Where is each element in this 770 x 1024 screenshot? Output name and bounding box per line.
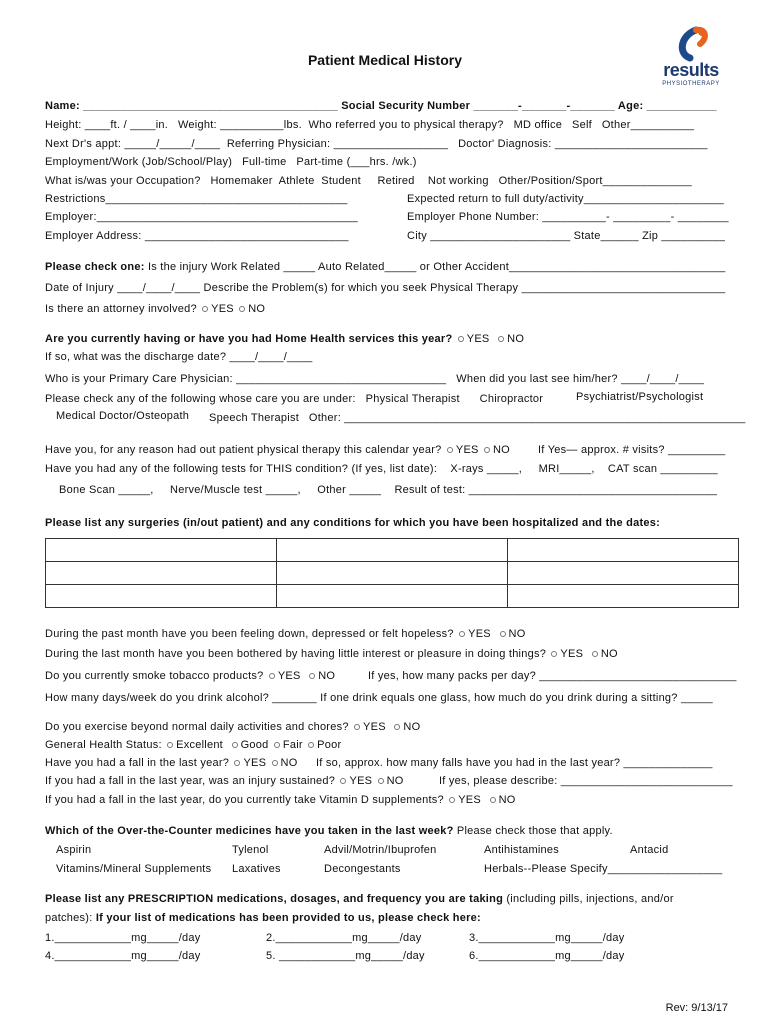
table-cell[interactable] bbox=[508, 562, 739, 585]
visits-field[interactable]: If Yes— approx. # visits? _________ bbox=[538, 444, 726, 456]
tests-line-2: Bone Scan _____, Nerve/Muscle test _____, Other _____ Result of test: _______________________________________ bbox=[59, 484, 718, 496]
fall-injury-no-radio[interactable] bbox=[378, 778, 384, 784]
attorney-no-radio[interactable] bbox=[239, 306, 245, 312]
med-field-1[interactable]: 1.____________mg_____/day bbox=[45, 932, 201, 944]
appointment-line: Next Dr's appt: _____/_____/____ Referring Physician: __________________ Doctor' Diagnosis: ________________________ bbox=[45, 138, 708, 150]
vitamin-d-yes-radio[interactable] bbox=[449, 797, 455, 803]
fall-no-radio[interactable] bbox=[272, 760, 278, 766]
health-status-line: General Health Status: Excellent Good Fair Poor bbox=[45, 739, 342, 751]
med-field-4[interactable]: 4.____________mg_____/day bbox=[45, 950, 201, 962]
employment-line: Employment/Work (Job/School/Play) Full-time Part-time (___hrs. /wk.) bbox=[45, 156, 417, 168]
results-logo bbox=[656, 24, 726, 92]
outpatient-yes-radio[interactable] bbox=[447, 447, 453, 453]
home-health-yes-radio[interactable] bbox=[458, 336, 464, 342]
alcohol-line: How many days/week do you drink alcohol? _______ If one drink equals one glass, how much do you drink during a sitting? _____ bbox=[45, 692, 713, 704]
table-cell[interactable] bbox=[277, 539, 508, 562]
home-health-no-radio[interactable] bbox=[498, 336, 504, 342]
fall-line: Have you had a fall in the last year? YES NO bbox=[45, 757, 298, 769]
occupation-line: What is/was your Occupation? Homemaker Athlete Student Retired Not working Other/Position/Sport______________ bbox=[45, 175, 692, 187]
interest-line: During the last month have you been bothered by having little interest or pleasure in doing things? YES NO bbox=[45, 648, 618, 660]
return-to-duty-field[interactable]: Expected return to full duty/activity______________________ bbox=[407, 193, 724, 205]
city-state-zip-field[interactable]: City ______________________ State______ Zip __________ bbox=[407, 230, 726, 242]
table-cell[interactable] bbox=[508, 585, 739, 608]
smoke-yes-radio[interactable] bbox=[269, 673, 275, 679]
tests-line: Have you had any of the following tests for THIS condition? (If yes, list date): X-rays _____, MRI_____, CAT scan _________ bbox=[45, 463, 718, 475]
logo-wordmark: results bbox=[663, 60, 719, 80]
height-weight-line: Height: ____ft. / ____in. Weight: __________lbs. Who referred you to physical therapy? MD office Self Other__________ bbox=[45, 119, 695, 131]
depressed-line: During the past month have you been feeling down, depressed or felt hopeless? YES NO bbox=[45, 628, 526, 640]
logo-subtitle: PHYSIOTHERAPY bbox=[662, 81, 720, 87]
care-under-line: Please check any of the following whose care you are under: Physical Therapist Chiropractor bbox=[45, 393, 544, 405]
depressed-yes-radio[interactable] bbox=[459, 631, 465, 637]
otc-aspirin[interactable]: Aspirin bbox=[56, 844, 92, 856]
otc-decongestants[interactable]: Decongestants bbox=[324, 863, 401, 875]
fall-yes-radio[interactable] bbox=[234, 760, 240, 766]
med-field-5[interactable]: 5. ____________mg_____/day bbox=[266, 950, 425, 962]
poor-radio[interactable] bbox=[308, 742, 314, 748]
table-row bbox=[46, 539, 739, 562]
table-cell[interactable] bbox=[46, 562, 277, 585]
home-health-line: Are you currently having or have you had Home Health services this year? YES NO bbox=[45, 333, 525, 345]
table-cell[interactable] bbox=[46, 585, 277, 608]
med-field-2[interactable]: 2.____________mg_____/day bbox=[266, 932, 422, 944]
fall-injury-line: If you had a fall in the last year, was an injury sustained? YES NO bbox=[45, 775, 404, 787]
table-row bbox=[46, 585, 739, 608]
employer-field[interactable]: Employer:_________________________________________ bbox=[45, 211, 358, 223]
depressed-no-radio[interactable] bbox=[500, 631, 506, 637]
otc-antihistamines[interactable]: Antihistamines bbox=[484, 844, 560, 856]
falls-count-field[interactable]: If so, approx. how many falls have you had in the last year? ______________ bbox=[316, 757, 713, 769]
employer-phone-field[interactable]: Employer Phone Number: __________- _________- ________ bbox=[407, 211, 729, 223]
table-row bbox=[46, 562, 739, 585]
name-ssn-age-line: Name: ________________________________________ Social Security Number _______-_______-_______ Age: ___________ bbox=[45, 100, 717, 112]
vitamin-d-line: If you had a fall in the last year, do you currently take Vitamin D supplements? YES NO bbox=[45, 794, 516, 806]
revision-date: Rev: 9/13/17 bbox=[665, 1002, 728, 1014]
fall-injury-yes-radio[interactable] bbox=[340, 778, 346, 784]
med-field-6[interactable]: 6.____________mg_____/day bbox=[469, 950, 625, 962]
prescription-heading: Please list any PRESCRIPTION medications, dosages, and frequency you are taking (including pills, injections, and/or bbox=[45, 893, 674, 905]
surgeries-table bbox=[45, 538, 739, 608]
fair-radio[interactable] bbox=[274, 742, 280, 748]
attorney-yes-radio[interactable] bbox=[202, 306, 208, 312]
packs-field[interactable]: If yes, how many packs per day? _______________________________ bbox=[368, 670, 737, 682]
outpatient-no-radio[interactable] bbox=[484, 447, 490, 453]
prescription-heading-2: patches): If your list of medications has been provided to us, please check here: bbox=[45, 912, 481, 924]
smoke-line: Do you currently smoke tobacco products? YES NO bbox=[45, 670, 336, 682]
exercise-yes-radio[interactable] bbox=[354, 724, 360, 730]
good-radio[interactable] bbox=[232, 742, 238, 748]
otc-heading: Which of the Over-the-Counter medicines have you taken in the last week? Please check those that apply. bbox=[45, 825, 613, 837]
table-cell[interactable] bbox=[277, 562, 508, 585]
injury-date-line: Date of Injury ____/____/____ Describe the Problem(s) for which you seek Physical Therapy ________________________________ bbox=[45, 282, 726, 294]
otc-advil[interactable]: Advil/Motrin/Ibuprofen bbox=[324, 844, 437, 856]
surgeries-heading: Please list any surgeries (in/out patient) and any conditions for which you have been hospitalized and the dates: bbox=[45, 517, 661, 529]
attorney-line: Is there an attorney involved? YES NO bbox=[45, 303, 266, 315]
exercise-no-radio[interactable] bbox=[394, 724, 400, 730]
speech-therapist-line: Speech Therapist Other: _______________________________________________________________ bbox=[209, 412, 746, 424]
otc-antacid[interactable]: Antacid bbox=[630, 844, 669, 856]
vitamin-d-no-radio[interactable] bbox=[490, 797, 496, 803]
outpatient-pt-line: Have you, for any reason had out patient physical therapy this calendar year? YES NO bbox=[45, 444, 510, 456]
otc-vitamins[interactable]: Vitamins/Mineral Supplements bbox=[56, 863, 212, 875]
fall-describe-field[interactable]: If yes, please describe: ___________________________ bbox=[439, 775, 733, 787]
table-cell[interactable] bbox=[46, 539, 277, 562]
otc-tylenol[interactable]: Tylenol bbox=[232, 844, 269, 856]
otc-laxatives[interactable]: Laxatives bbox=[232, 863, 281, 875]
employer-address-field[interactable]: Employer Address: ________________________________ bbox=[45, 230, 349, 242]
smoke-no-radio[interactable] bbox=[309, 673, 315, 679]
swoosh-icon bbox=[656, 24, 726, 64]
table-cell[interactable] bbox=[277, 585, 508, 608]
medical-doctor-option[interactable]: Medical Doctor/Osteopath bbox=[56, 410, 190, 422]
excellent-radio[interactable] bbox=[167, 742, 173, 748]
primary-care-line: Who is your Primary Care Physician: _________________________________ When did you last see him/her? ____/____/____ bbox=[45, 373, 705, 385]
exercise-line: Do you exercise beyond normal daily activities and chores? YES NO bbox=[45, 721, 421, 733]
page-title: Patient Medical History bbox=[307, 52, 463, 68]
discharge-date-line: If so, what was the discharge date? ____/____/____ bbox=[45, 351, 313, 363]
restrictions-field[interactable]: Restrictions______________________________________ bbox=[45, 193, 348, 205]
psychiatrist-option[interactable]: Psychiatrist/Psychologist bbox=[576, 391, 704, 403]
interest-no-radio[interactable] bbox=[592, 651, 598, 657]
med-field-3[interactable]: 3.____________mg_____/day bbox=[469, 932, 625, 944]
otc-herbals[interactable]: Herbals--Please Specify__________________ bbox=[484, 863, 723, 875]
interest-yes-radio[interactable] bbox=[551, 651, 557, 657]
injury-type-line: Please check one: Is the injury Work Related _____ Auto Related_____ or Other Accident__________________________________ bbox=[45, 261, 726, 273]
table-cell[interactable] bbox=[508, 539, 739, 562]
